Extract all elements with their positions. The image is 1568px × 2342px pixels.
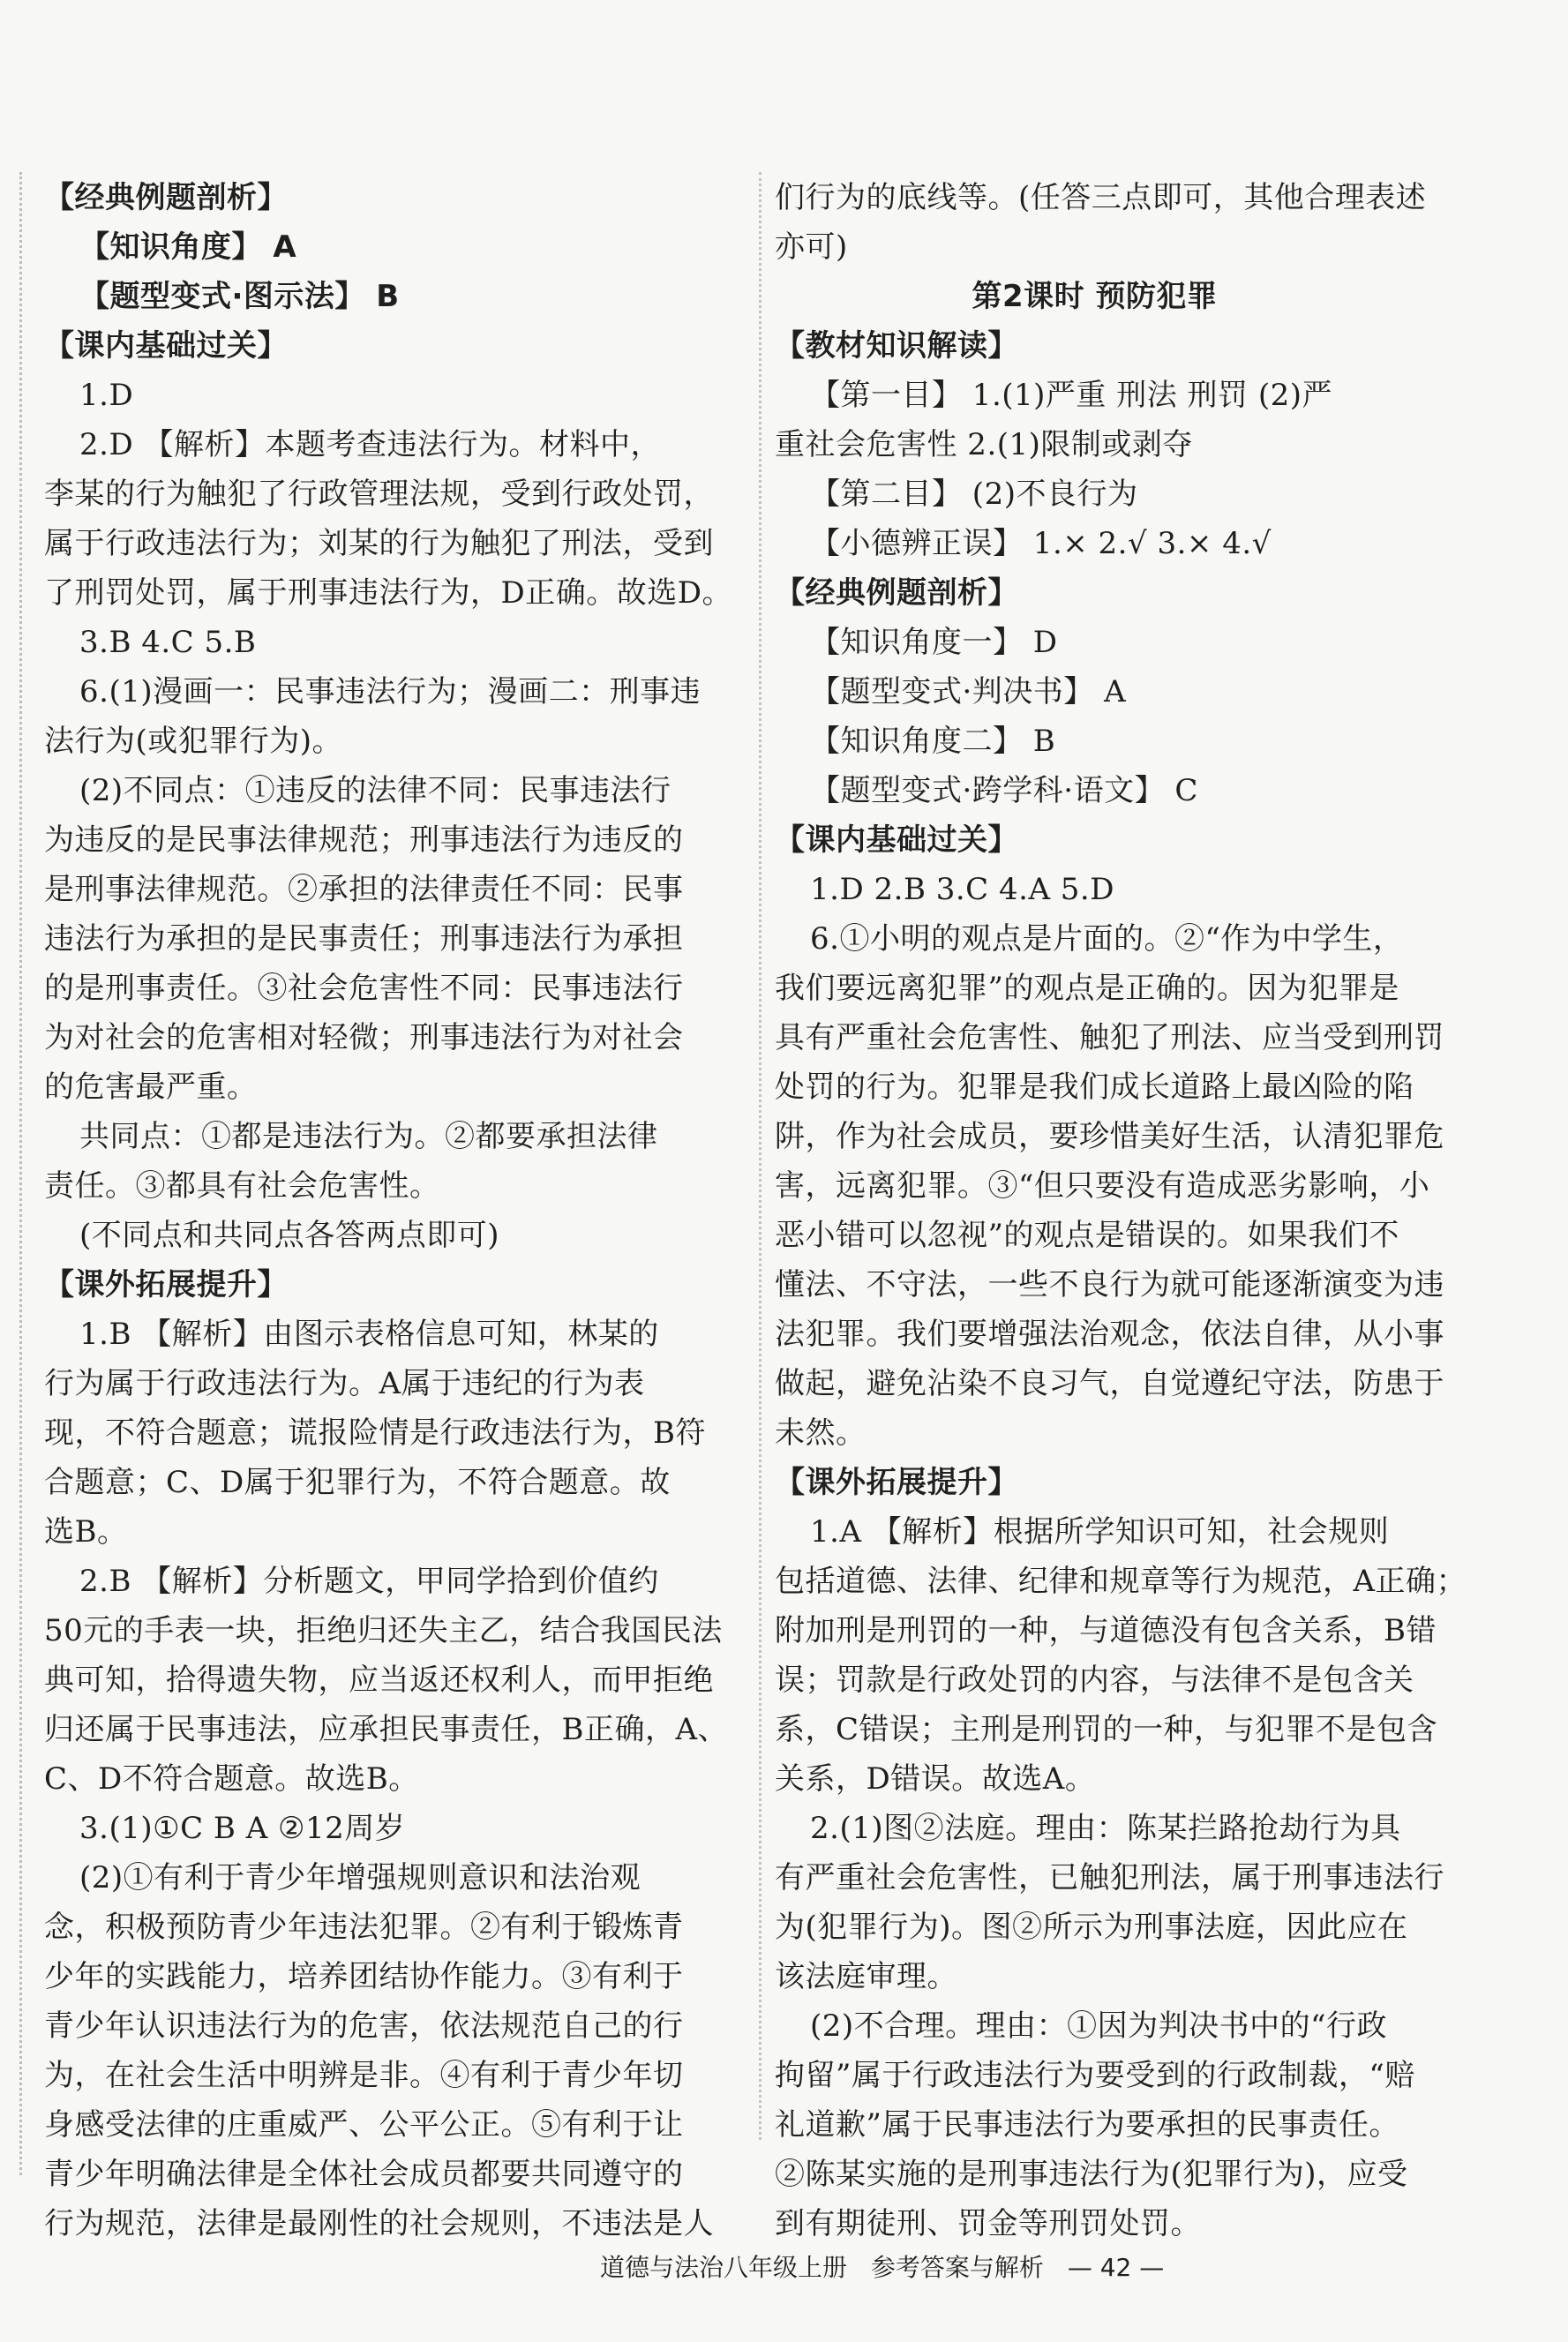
left-text-line: 少年的实践能力，培养团结协作能力。③有利于	[44, 1959, 684, 1994]
left-text-line: (2)不同点：①违反的法律不同：民事违法行	[79, 773, 671, 808]
left-text-line: 法行为(或犯罪行为)。	[44, 724, 343, 759]
page-footer	[600, 2248, 1180, 2284]
right-text-line: 【第一目】 1.(1)严重 刑法 刑罚 (2)严	[810, 378, 1332, 413]
right-column	[775, 173, 1467, 2248]
right-text-line: 亦可)	[775, 229, 848, 265]
right-text-line: 恶小错可以忽视”的观点是错误的。如果我们不	[775, 1218, 1399, 1253]
left-text-line: 念，积极预防青少年违法犯罪。②有利于锻炼青	[44, 1910, 684, 1945]
right-text-line: 具有严重社会危害性、触犯了刑法、应当受到刑罚	[775, 1020, 1444, 1055]
left-text-line: 为违反的是民事法律规范；刑事违法行为违反的	[44, 822, 684, 858]
left-text-line: 【经典例题剖析】	[44, 180, 288, 215]
left-text-line: 的危害最严重。	[44, 1070, 258, 1105]
left-text-line: 3.(1)①C B A ②12周岁	[79, 1811, 406, 1846]
left-text-line: 典可知，拾得遗失物，应当返还权利人，而甲拒绝	[44, 1663, 714, 1698]
right-text-line: 【题型变式·跨学科·语文】 C	[810, 773, 1198, 808]
right-text-line: 处罚的行为。犯罪是我们成长道路上最凶险的陷	[775, 1070, 1414, 1105]
right-text-line: 6.①小明的观点是片面的。②“作为中学生，	[810, 921, 1404, 957]
right-text-line: 【题型变式·判决书】 A	[810, 674, 1127, 709]
left-text-line: 为，在社会生活中明辨是非。④有利于青少年切	[44, 2058, 684, 2093]
left-text-line: 2.B 【解析】分析题文，甲同学拾到价值约	[79, 1564, 659, 1599]
left-text-line: 【课内基础过关】	[44, 328, 288, 364]
right-text-line: 我们要远离犯罪”的观点是正确的。因为犯罪是	[775, 971, 1399, 1006]
right-text-line: 未然。	[775, 1415, 867, 1451]
left-text-line: 【题型变式·图示法】 B	[79, 279, 400, 314]
right-text-line: 【课内基础过关】	[775, 822, 1018, 858]
left-text-line: 青少年明确法律是全体社会成员都要共同遵守的	[44, 2157, 684, 2192]
footer-page-number: — 42 —	[1067, 2253, 1165, 2282]
left-text-line: 2.D 【解析】本题考查违法行为。材料中，	[79, 427, 662, 462]
right-text-line: 懂法、不守法，一些不良行为就可能逐渐演变为违	[775, 1267, 1444, 1302]
right-text-line: 有严重社会危害性，已触犯刑法，属于刑事违法行	[775, 1860, 1444, 1895]
left-text-line: (不同点和共同点各答两点即可)	[79, 1218, 500, 1253]
left-text-line: (2)①有利于青少年增强规则意识和法治观	[79, 1860, 641, 1895]
left-text-line: 为对社会的危害相对轻微；刑事违法行为对社会	[44, 1020, 684, 1055]
left-text-line: 是刑事法律规范。②承担的法律责任不同：民事	[44, 872, 684, 907]
left-text-line: 违法行为承担的是民事责任；刑事违法行为承担	[44, 921, 684, 957]
right-text-line: ②陈某实施的是刑事违法行为(犯罪行为)，应受	[775, 2157, 1408, 2192]
right-text-line: 到有期徒刑、罚金等刑罚处罚。	[775, 2206, 1201, 2241]
right-text-line: 附加刑是刑罚的一种，与道德没有包含关系，B错	[775, 1613, 1437, 1648]
left-text-line: 行为规范，法律是最刚性的社会规则，不违法是人	[44, 2206, 714, 2241]
left-text-line: 属于行政违法行为；刘某的行为触犯了刑法，受到	[44, 526, 714, 561]
left-text-line: 1.D	[79, 378, 134, 413]
right-text-line: 阱，作为社会成员，要珍惜美好生活，认清犯罪危	[775, 1119, 1444, 1154]
footer-book-title: 道德与法治八年级上册	[600, 2253, 848, 2282]
left-text-line: 了刑罚处罚，属于刑事违法行为，D正确。故选D。	[44, 575, 733, 611]
right-text-line: 该法庭审理。	[775, 1959, 957, 1994]
right-text-line: 【知识角度二】 B	[810, 724, 1056, 759]
right-text-line: (2)不合理。理由：①因为判决书中的“行政	[810, 2008, 1388, 2044]
right-text-line: 包括道德、法律、纪律和规章等行为规范，A正确；	[775, 1564, 1467, 1599]
right-text-line: 害，远离犯罪。③“但只要没有造成恶劣影响，小	[775, 1168, 1430, 1204]
left-text-line: 归还属于民事违法，应承担民事责任，B正确，A、	[44, 1712, 729, 1747]
left-text-line: 现，不符合题意；谎报险情是行政违法行为，B符	[44, 1415, 706, 1451]
left-text-line: 身感受法律的庄重威严、公平公正。⑤有利于让	[44, 2107, 684, 2143]
left-text-line: 选B。	[44, 1514, 128, 1550]
right-text-line: 【课外拓展提升】	[775, 1465, 1018, 1500]
right-text-line: 2.(1)图②法庭。理由：陈某拦路抢劫行为具	[810, 1811, 1401, 1846]
right-text-line: 【教材知识解读】	[775, 328, 1018, 364]
right-text-line: 第2课时 预防犯罪	[972, 279, 1218, 314]
left-text-line: 【课外拓展提升】	[44, 1267, 288, 1302]
right-text-line: 拘留”属于行政违法行为要受到的行政制裁，“赔	[775, 2058, 1415, 2093]
left-column	[44, 173, 733, 2248]
right-text-line: 【知识角度一】 D	[810, 625, 1058, 660]
left-text-line: 合题意；C、D属于犯罪行为，不符合题意。故	[44, 1465, 671, 1500]
left-text-line: 6.(1)漫画一：民事违法行为；漫画二：刑事违	[79, 674, 701, 709]
right-text-line: 【第二目】 (2)不良行为	[810, 477, 1138, 512]
right-text-line: 误；罚款是行政处罚的内容，与法律不是包含关	[775, 1663, 1414, 1698]
left-text-line: 青少年认识违法行为的危害，依法规范自己的行	[44, 2008, 684, 2044]
left-text-line: 责任。③都具有社会危害性。	[44, 1168, 440, 1204]
right-text-line: 们行为的底线等。(任答三点即可，其他合理表述	[775, 180, 1427, 215]
right-text-line: 礼道歉”属于民事违法行为要承担的民事责任。	[775, 2107, 1399, 2143]
left-text-line: 行为属于行政违法行为。A属于违纪的行为表	[44, 1366, 645, 1401]
left-text-line: 共同点：①都是违法行为。②都要承担法律	[79, 1119, 658, 1154]
left-text-line: 【知识角度】 A	[79, 229, 297, 265]
right-text-line: 【小德辨正误】 1.× 2.√ 3.× 4.√	[810, 526, 1272, 561]
left-text-line: 的是刑事责任。③社会危害性不同：民事违法行	[44, 971, 684, 1006]
left-text-line: 50元的手表一块，拒绝归还失主乙，结合我国民法	[44, 1613, 723, 1648]
right-text-line: 1.A 【解析】根据所学知识可知，社会规则	[810, 1514, 1390, 1550]
left-text-line: 3.B 4.C 5.B	[79, 625, 257, 660]
right-text-line: 重社会危害性 2.(1)限制或剥夺	[775, 427, 1193, 462]
right-text-line: 做起，避免沾染不良习气，自觉遵纪守法，防患于	[775, 1366, 1444, 1401]
right-text-line: 法犯罪。我们要增强法治观念，依法自律，从小事	[775, 1317, 1444, 1352]
right-text-line: 1.D 2.B 3.C 4.A 5.D	[810, 872, 1115, 907]
margin-divider	[19, 172, 22, 2175]
left-text-line: 李某的行为触犯了行政管理法规，受到行政处罚，	[44, 477, 714, 512]
right-text-line: 关系，D错误。故选A。	[775, 1761, 1096, 1797]
left-text-line: C、D不符合题意。故选B。	[44, 1761, 419, 1797]
column-divider	[759, 172, 761, 2140]
footer-section-title: 参考答案与解析	[870, 2253, 1044, 2282]
right-text-line: 为(犯罪行为)。图②所示为刑事法庭，因此应在	[775, 1910, 1408, 1945]
right-text-line: 【经典例题剖析】	[775, 575, 1018, 611]
right-text-line: 系，C错误；主刑是刑罚的一种，与犯罪不是包含	[775, 1712, 1438, 1747]
left-text-line: 1.B 【解析】由图示表格信息可知，林某的	[79, 1317, 659, 1352]
